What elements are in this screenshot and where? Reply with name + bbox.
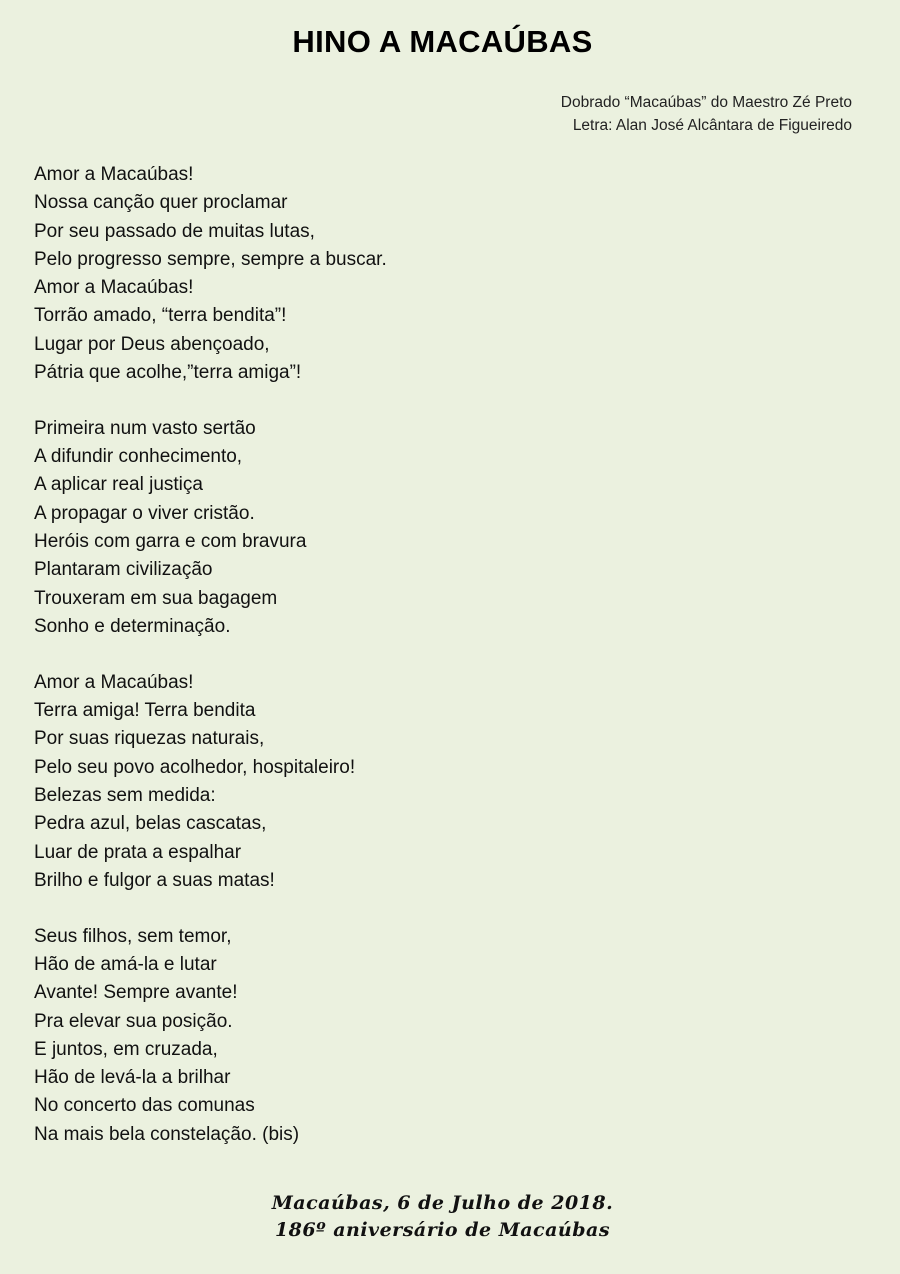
lyric-line: A aplicar real justiça (34, 474, 203, 496)
lyrics-body (34, 161, 734, 1177)
lyric-line: Pra elevar sua posição. (34, 1010, 233, 1032)
date-line: Macaúbas, 6 de Julho de 2018. (271, 1192, 614, 1214)
lyrics-credit: Letra: Alan José Alcântara de Figueiredo (572, 117, 852, 134)
stanza-1 (34, 161, 734, 387)
lyric-line: Avante! Sempre avante! (34, 982, 238, 1004)
lyric-line: Seus filhos, sem temor, (34, 925, 232, 947)
lyric-line: Na mais bela constelação. (bis) (34, 1123, 300, 1145)
document-footer (0, 1190, 885, 1244)
lyric-line: E juntos, em cruzada, (34, 1038, 218, 1060)
lyric-line: A propagar o viver cristão. (34, 502, 255, 524)
document-title: HINO A MACAÚBAS (292, 24, 593, 59)
lyric-line: Amor a Macaúbas! (34, 164, 194, 185)
lyric-line: Pelo progresso sempre, sempre a buscar. (34, 248, 387, 270)
lyric-line: Torrão amado, “terra bendita”! (34, 305, 287, 327)
lyric-line: Amor a Macaúbas! (34, 277, 194, 299)
credits-block (561, 91, 852, 137)
lyric-line: Lugar por Deus abençoado, (34, 333, 270, 355)
lyric-line: No concerto das comunas (34, 1095, 255, 1117)
lyric-line: Primeira num vasto sertão (34, 417, 256, 439)
stanza-4 (34, 923, 734, 1149)
lyric-line: Pátria que acolhe,”terra amiga”! (34, 362, 302, 384)
lyric-line: Trouxeram em sua bagagem (34, 587, 278, 609)
lyric-line: Hão de levá-la a brilhar (34, 1067, 231, 1089)
lyric-line: Heróis com garra e com bravura (34, 531, 307, 553)
lyric-line: Sonho e determinação. (34, 615, 231, 637)
anniversary-line: 186º aniversário de Macaúbas (274, 1219, 611, 1241)
stanza-3 (34, 669, 734, 895)
lyric-line: Plantaram civilização (34, 559, 213, 581)
music-credit: Dobrado “Macaúbas” do Maestro Zé Preto (560, 94, 852, 111)
lyric-line: Pedra azul, belas cascatas, (34, 813, 267, 835)
lyric-line: Luar de prata a espalhar (34, 841, 242, 863)
lyric-line: Brilho e fulgor a suas matas! (34, 869, 275, 891)
lyric-line: Por seu passado de muitas lutas, (34, 220, 315, 242)
stanza-2 (34, 415, 734, 641)
lyric-line: Amor a Macaúbas! (34, 671, 194, 693)
lyric-line: Terra amiga! Terra bendita (34, 700, 256, 722)
lyric-line: Nossa canção quer proclamar (34, 192, 288, 214)
lyric-line: A difundir conhecimento, (34, 446, 243, 468)
lyric-line: Pelo seu povo acolhedor, hospitaleiro! (34, 756, 356, 778)
lyric-line: Por suas riquezas naturais, (34, 728, 265, 750)
lyric-line: Belezas sem medida: (34, 784, 216, 806)
lyric-line: Hão de amá-la e lutar (34, 953, 217, 975)
